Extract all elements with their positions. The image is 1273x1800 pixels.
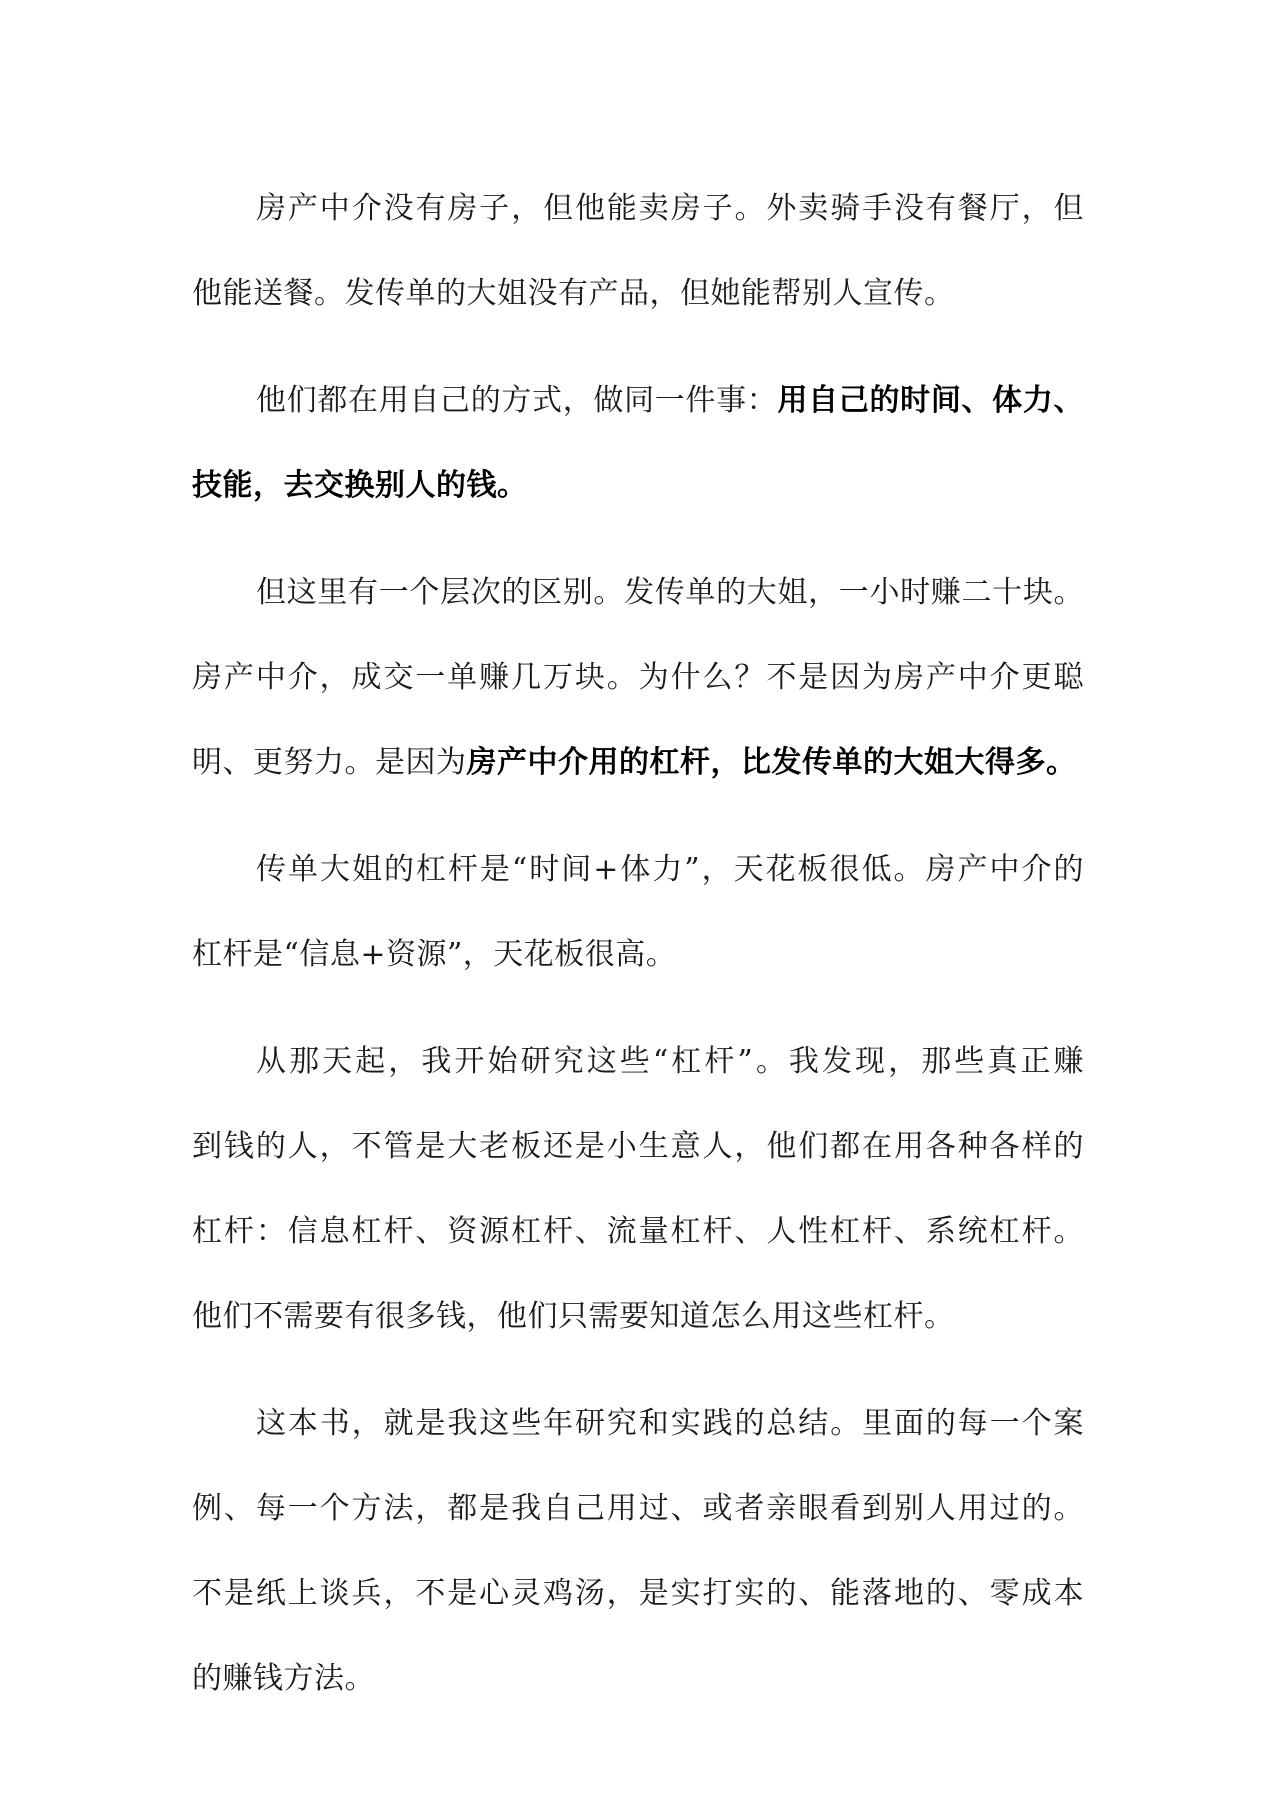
bold-text: 技能，去交换别人的钱。 [192, 468, 528, 503]
paragraph [192, 1019, 1084, 1359]
text-line [192, 1019, 1084, 1104]
body-text: 不是纸上谈兵，不是心灵鸡汤，是实打实的、能落地的、零成本 [192, 1576, 1084, 1611]
bold-text: 房产中介用的杠杆，比发传单的大姐大得多。 [466, 745, 1077, 780]
paragraph [192, 1381, 1084, 1721]
text-line [192, 1466, 1084, 1551]
body-text: 从那天起，我开始研究这些“杠杆”。我发现，那些真正赚 [256, 1044, 1084, 1079]
body-text: 房产中介没有房子，但他能卖房子。外卖骑手没有餐厅，但 [256, 191, 1084, 226]
text-line [192, 720, 1084, 805]
text-line [192, 251, 1084, 336]
text-line [192, 1274, 1084, 1359]
text-line [192, 1636, 1084, 1721]
document-body [192, 166, 1084, 1743]
body-text: 杠杆：信息杠杆、资源杠杆、流量杠杆、人性杠杆、系统杠杆。 [192, 1214, 1084, 1249]
text-line [192, 358, 1084, 443]
body-text: 例、每一个方法，都是我自己用过、或者亲眼看到别人用过的。 [192, 1491, 1084, 1526]
text-line [192, 550, 1084, 635]
body-text: 明、更努力。是因为 [192, 745, 467, 780]
paragraph [192, 358, 1084, 528]
text-line [192, 1381, 1084, 1466]
text-line [192, 1551, 1084, 1636]
body-text: 这本书，就是我这些年研究和实践的总结。里面的每一个案 [256, 1406, 1084, 1441]
text-line [192, 1189, 1084, 1274]
body-text: 他能送餐。发传单的大姐没有产品，但她能帮别人宣传。 [192, 276, 955, 311]
paragraph [192, 550, 1084, 805]
text-line [192, 1104, 1084, 1189]
bold-text: 用自己的时间、体力、 [777, 383, 1085, 418]
text-line [192, 166, 1084, 251]
body-text: 到钱的人，不管是大老板还是小生意人，他们都在用各种各样的 [192, 1129, 1084, 1164]
paragraph [192, 827, 1084, 997]
paragraph [192, 166, 1084, 336]
body-text: 他们不需要有很多钱，他们只需要知道怎么用这些杠杆。 [192, 1299, 955, 1334]
text-line [192, 635, 1084, 720]
body-text: 但这里有一个层次的区别。发传单的大姐，一小时赚二十块。 [256, 575, 1084, 610]
text-line [192, 443, 1084, 528]
text-line [192, 912, 1084, 997]
body-text: 杠杆是“信息+资源”，天花板很高。 [192, 937, 677, 972]
body-text: 他们都在用自己的方式，做同一件事： [256, 383, 778, 418]
body-text: 的赚钱方法。 [192, 1661, 375, 1696]
body-text: 房产中介，成交一单赚几万块。为什么？不是因为房产中介更聪 [192, 660, 1084, 695]
text-line [192, 827, 1084, 912]
body-text: 传单大姐的杠杆是“时间+体力”，天花板很低。房产中介的 [256, 852, 1084, 887]
